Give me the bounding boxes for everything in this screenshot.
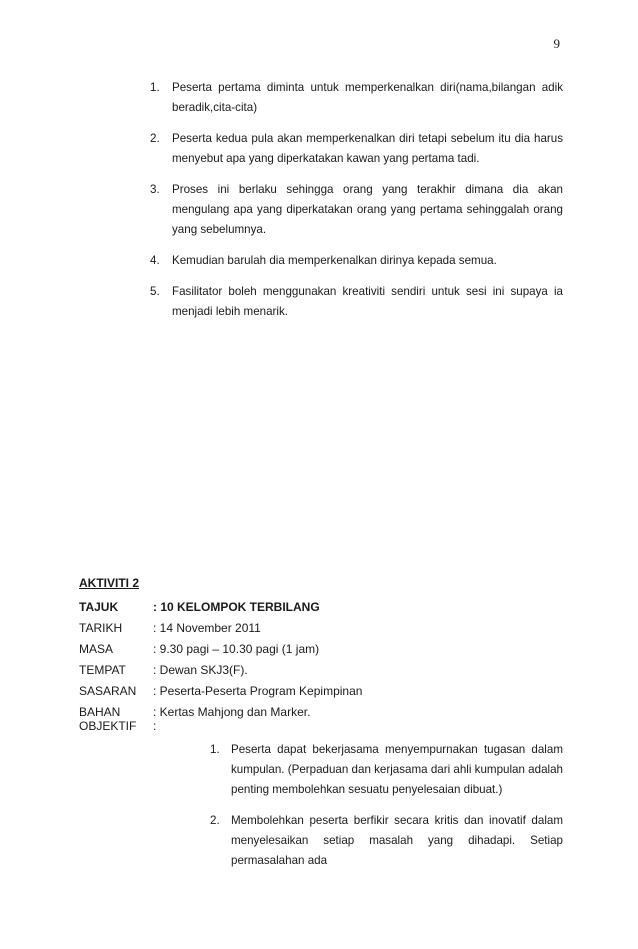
objektif-label: OBJEKTIF bbox=[79, 719, 137, 733]
list-item-text: Peserta pertama diminta untuk memperkenalkan diri(nama,bilangan adik beradik,cita-cita) bbox=[172, 81, 563, 114]
info-row-tempat bbox=[79, 660, 362, 681]
info-label: SASARAN bbox=[79, 684, 137, 698]
objective-list bbox=[210, 740, 563, 882]
list-item bbox=[210, 811, 563, 871]
info-row-masa bbox=[79, 639, 362, 660]
list-item-text: Peserta kedua pula akan memperkenalkan diri tetapi sebelum itu dia harus menyebut apa yang diperkatakan kawan yang pertama tadi. bbox=[172, 132, 563, 165]
list-item-number: 1. bbox=[210, 743, 220, 756]
procedure-list bbox=[150, 78, 563, 333]
list-item bbox=[150, 251, 563, 271]
info-row-sasaran bbox=[79, 681, 362, 702]
list-item bbox=[210, 740, 563, 800]
list-item-number: 2. bbox=[150, 132, 160, 145]
info-row-tarikh bbox=[79, 618, 362, 639]
objektif-row bbox=[79, 719, 156, 733]
list-item bbox=[150, 282, 563, 322]
info-label: MASA bbox=[79, 642, 114, 656]
info-label: TEMPAT bbox=[79, 663, 126, 677]
list-item-text: Peserta dapat bekerjasama menyempurnakan tugasan dalam kumpulan. (Perpaduan dan kerjasama dari ahli kumpulan adalah penting membolehkan sesuatu penyelesaian dibuat.) bbox=[231, 743, 563, 796]
list-item-number: 2. bbox=[210, 814, 220, 827]
list-item bbox=[150, 78, 563, 118]
list-item-text: Fasilitator boleh menggunakan kreativiti sendiri untuk sesi ini supaya ia menjadi lebih menarik. bbox=[172, 285, 563, 318]
info-value: : 10 KELOMPOK TERBILANG bbox=[153, 600, 320, 614]
page-number: 9 bbox=[553, 36, 560, 51]
list-item-number: 1. bbox=[150, 81, 160, 94]
info-value: : Kertas Mahjong dan Marker. bbox=[153, 705, 311, 719]
list-item-text: Kemudian barulah dia memperkenalkan dirinya kepada semua. bbox=[172, 254, 497, 267]
activity-title: AKTIVITI 2 bbox=[79, 576, 140, 590]
list-item-text: Membolehkan peserta berfikir secara kritis dan inovatif dalam menyelesaikan setiap masalah yang dihadapi. Setiap permasalahan ada bbox=[231, 814, 563, 867]
info-value: : Dewan SKJ3(F). bbox=[153, 663, 248, 677]
list-item bbox=[150, 180, 563, 240]
list-item bbox=[150, 129, 563, 169]
list-item-number: 4. bbox=[150, 254, 160, 267]
list-item-text: Proses ini berlaku sehingga orang yang terakhir dimana dia akan mengulang apa yang diperkatakan orang yang pertama sehinggalah orang yang sebelumnya. bbox=[172, 183, 563, 236]
info-value: : 9.30 pagi – 10.30 pagi (1 jam) bbox=[153, 642, 320, 656]
list-item-number: 5. bbox=[150, 285, 160, 298]
info-value: : 14 November 2011 bbox=[153, 621, 261, 635]
info-label: TAJUK bbox=[79, 600, 119, 614]
activity-info-table bbox=[79, 597, 362, 723]
info-value: : Peserta-Peserta Program Kepimpinan bbox=[153, 684, 363, 698]
info-label: TARIKH bbox=[79, 621, 123, 635]
info-label: BAHAN bbox=[79, 705, 121, 719]
list-item-number: 3. bbox=[150, 183, 160, 196]
info-row-tajuk bbox=[79, 597, 362, 618]
objektif-colon: : bbox=[153, 719, 157, 733]
